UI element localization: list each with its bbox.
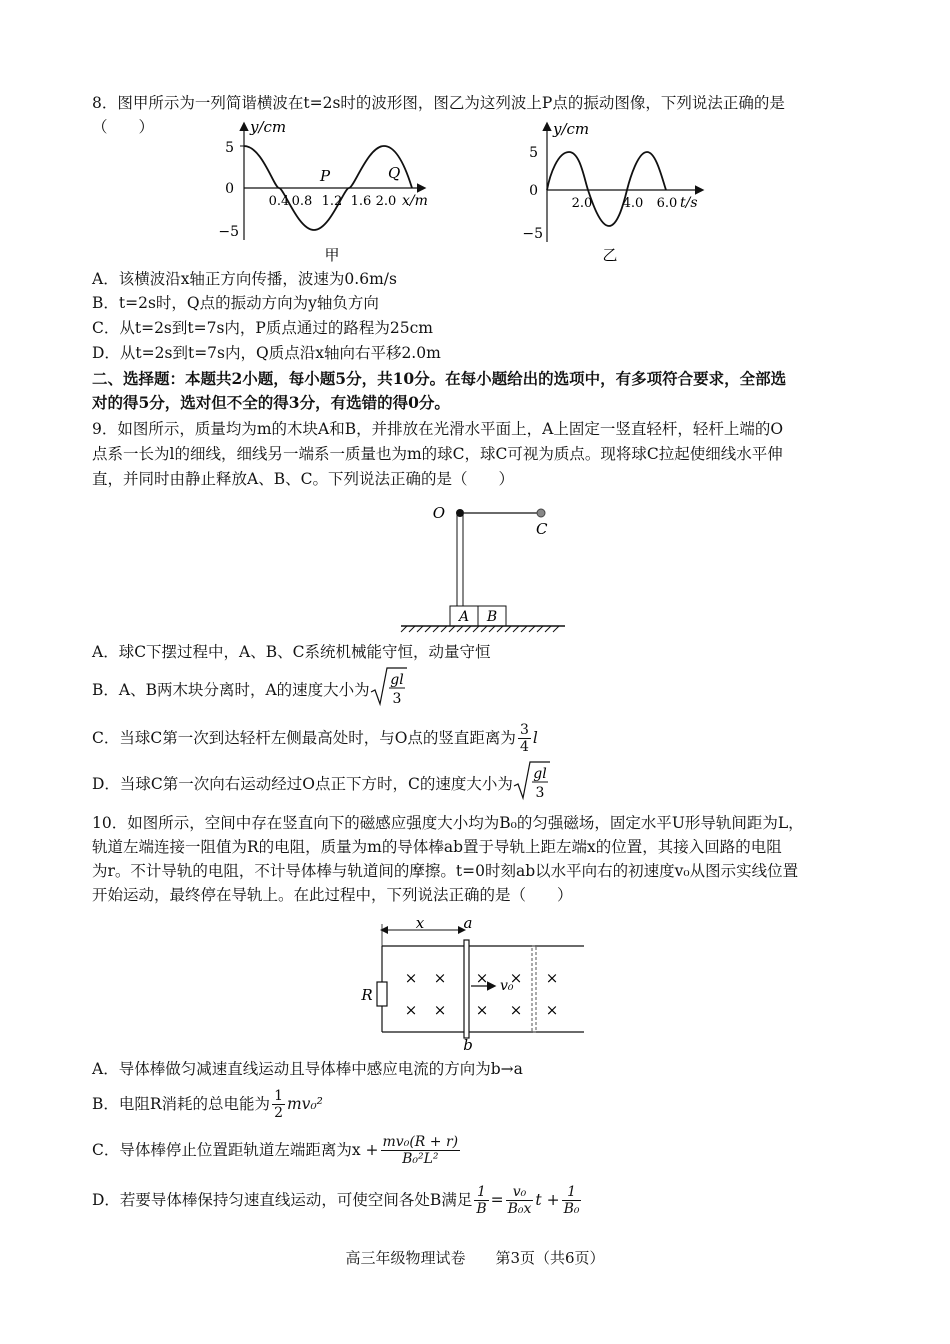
q8-stem-line2: （ ） xyxy=(92,118,155,136)
resistor-R xyxy=(377,982,387,1006)
section2-instructions-line2: 对的得5分，选对但不全的得3分，有选错的得0分。 xyxy=(92,393,450,412)
caption-yi: 乙 xyxy=(602,246,618,264)
ground-hatching xyxy=(401,626,559,632)
fraction-denominator: B₀²L² xyxy=(402,1150,439,1167)
sqrt-gl-over-3 xyxy=(370,666,408,714)
sqrt-sign xyxy=(513,760,551,802)
q8-option-c: C．从t=2s到t=7s内，P质点通过的路程为25cm xyxy=(92,319,433,337)
cross-mark: × xyxy=(475,1001,489,1019)
q9-option-d xyxy=(92,764,551,804)
q10-stem-line3: 为r。不计导轨的电阻，不计导体棒与轨道间的摩擦。t=0时刻ab以水平向右的初速度v₀从图示实线位置 xyxy=(92,862,799,880)
fraction-3-4 xyxy=(518,722,531,755)
fraction-numerator: 1 xyxy=(562,1184,582,1201)
label-A: A xyxy=(458,609,470,625)
label-a: a xyxy=(463,916,473,932)
fraction-numerator: gl xyxy=(533,766,547,782)
y-axis-label: y/cm xyxy=(553,120,590,138)
equals-sign: = xyxy=(490,1191,504,1209)
cross-mark: × xyxy=(475,969,489,987)
q9-stem-line1: 9．如图所示，质量均为m的木块A和B，并排放在光滑水平面上，A上固定一竖直轻杆，轻杆上端的O xyxy=(92,420,784,438)
cross-mark: × xyxy=(545,969,559,987)
cross-mark: × xyxy=(433,969,447,987)
q10-option-a: A．导体棒做匀减速直线运动且导体棒中感应电流的方向为b→a xyxy=(92,1060,523,1078)
q8-option-a: A．该横波沿x轴正方向传播，波速为0.6m/s xyxy=(92,270,397,288)
label-v0: v₀ xyxy=(500,978,514,994)
q9-option-b-text: B．A、B两木块分离时，A的速度大小为 xyxy=(92,681,370,699)
q10-stem-line2: 轨道左端连接一阻值为R的电阻，质量为m的导体棒ab置于导轨上距左端x的位置，其接入回路的电阻 xyxy=(92,838,782,856)
y5-label: 5 xyxy=(529,145,538,161)
fraction-denominator: 3 xyxy=(535,785,545,801)
q9-option-b xyxy=(92,670,408,710)
t-axis-label: t/s xyxy=(680,195,698,211)
fraction-denominator: B₀ xyxy=(563,1200,580,1217)
y0-label: 0 xyxy=(529,183,538,199)
tick-2.0: 2.0 xyxy=(571,196,593,211)
tick-0.8: 0.8 xyxy=(291,194,313,209)
tick-0.4: 0.4 xyxy=(268,194,290,209)
label-x: x xyxy=(415,916,425,932)
fraction-numerator: v₀ xyxy=(506,1184,534,1201)
q9-option-c xyxy=(92,718,538,758)
tick-4.0: 4.0 xyxy=(622,196,644,211)
point-P-label: P xyxy=(320,167,331,185)
q10-option-b xyxy=(92,1084,323,1124)
x-axis-label: x/m xyxy=(402,193,428,209)
q10-stem-line4: 开始运动，最终停在导轨上。在此过程中，下列说法正确的是（ ） xyxy=(92,886,573,904)
fraction-numerator: 3 xyxy=(519,721,529,738)
q9-option-c-text: C．当球C第一次到达轻杆左侧最高处时，与O点的竖直距离为 xyxy=(92,729,516,747)
fraction-stop-distance xyxy=(381,1134,461,1167)
fraction-denominator: B₀x xyxy=(507,1200,532,1217)
page-footer: 高三年级物理试卷 第3页（共6页） xyxy=(345,1249,605,1267)
q10-option-b-text: B．电阻R消耗的总电能为 xyxy=(92,1095,271,1113)
q9-option-a: A．球C下摆过程中，A、B、C系统机械能守恒，动量守恒 xyxy=(92,643,491,661)
fraction-numerator: mv₀(R + r) xyxy=(382,1133,459,1150)
ym5-label: −5 xyxy=(522,226,543,242)
fraction-denominator: 2 xyxy=(274,1104,283,1121)
fraction-denominator: B xyxy=(476,1200,487,1217)
caption-jia: 甲 xyxy=(324,246,340,264)
y5-label: 5 xyxy=(225,140,234,156)
q8-option-b: B．t=2s时，Q点的振动方向为y轴负方向 xyxy=(92,294,379,312)
q10-option-d-text: D．若要导体棒保持匀速直线运动，可使空间各处B满足 xyxy=(92,1191,473,1209)
cross-mark: × xyxy=(433,1001,447,1019)
q10-option-b-suffix: mv₀² xyxy=(286,1095,323,1113)
sqrt-gl-over-3 xyxy=(513,760,551,808)
q8-figure-yi xyxy=(520,118,710,264)
cross-mark: × xyxy=(404,1001,418,1019)
cross-mark: × xyxy=(509,969,523,987)
label-b: b xyxy=(463,1036,473,1054)
sqrt-sign xyxy=(370,666,408,708)
fraction-denominator: 4 xyxy=(519,738,529,755)
tick-1.2: 1.2 xyxy=(321,194,343,209)
tick-1.6: 1.6 xyxy=(350,194,372,209)
q9-stem-line3: 直，并同时由静止释放A、B、C。下列说法正确的是（ ） xyxy=(92,470,514,488)
q9-option-d-text: D．当球C第一次向右运动经过O点正下方时，C的速度大小为 xyxy=(92,775,513,793)
q10-figure xyxy=(358,916,590,1054)
q9-option-c-suffix: l xyxy=(532,729,538,747)
label-B: B xyxy=(486,609,498,625)
label-C: C xyxy=(536,520,548,538)
cross-mark: × xyxy=(509,1001,523,1019)
point-Q-label: Q xyxy=(388,164,401,182)
ball-C xyxy=(537,509,545,517)
fraction-numerator: 1 xyxy=(474,1184,488,1201)
t-plus: t + xyxy=(535,1191,560,1209)
fraction-1-2 xyxy=(272,1088,285,1121)
label-R: R xyxy=(361,986,373,1004)
q9-stem-line2: 点系一长为l的细线，细线另一端系一质量也为m的球C，球C可视为质点。现将球C拉起使细线水平伸 xyxy=(92,445,783,463)
conductor-rod-ab xyxy=(464,940,469,1038)
q10-stem-line1: 10．如图所示，空间中存在竖直向下的磁感应强度大小均为B₀的匀强磁场，固定水平U形导轨间距为L， xyxy=(92,814,804,832)
q8-stem-line1: 8．图甲所示为一列简谐横波在t=2s时的波形图，图乙为这列波上P点的振动图像，下列说法正确的是 xyxy=(92,94,785,112)
q9-figure xyxy=(393,498,573,638)
vertical-rod xyxy=(457,512,463,606)
section2-instructions-line1: 二、选择题：本题共2小题，每小题5分，共10分。在每小题给出的选项中，有多项符合要求，全部选 xyxy=(92,369,787,388)
cross-mark: × xyxy=(545,1001,559,1019)
ym5-label: −5 xyxy=(218,224,239,240)
point-O xyxy=(456,509,464,517)
magnetic-field-crosses xyxy=(405,969,559,1019)
y-axis-label: y/cm xyxy=(250,118,287,136)
q10-option-c-text: C．导体棒停止位置距轨道左端距离为x + xyxy=(92,1141,379,1159)
fraction-v0-over-B0x xyxy=(506,1184,534,1217)
fraction-1-over-B0 xyxy=(562,1184,582,1217)
tick-6.0: 6.0 xyxy=(656,196,678,211)
fraction-denominator: 3 xyxy=(392,691,402,707)
cross-mark: × xyxy=(404,969,418,987)
vibration-curve xyxy=(547,152,666,226)
tick-2.0: 2.0 xyxy=(375,194,397,209)
y0-label: 0 xyxy=(225,181,234,197)
rod-final-position-dashed xyxy=(532,946,536,1032)
label-O: O xyxy=(432,504,445,522)
fraction-numerator: 1 xyxy=(274,1087,283,1104)
fraction-1-over-B xyxy=(474,1184,488,1217)
q10-option-c xyxy=(92,1130,462,1170)
q8-figure-jia xyxy=(212,118,432,264)
fraction-numerator: gl xyxy=(389,672,404,688)
q8-option-d: D．从t=2s到t=7s内，Q质点沿x轴向右平移2.0m xyxy=(92,344,441,362)
q10-option-d xyxy=(92,1180,583,1220)
